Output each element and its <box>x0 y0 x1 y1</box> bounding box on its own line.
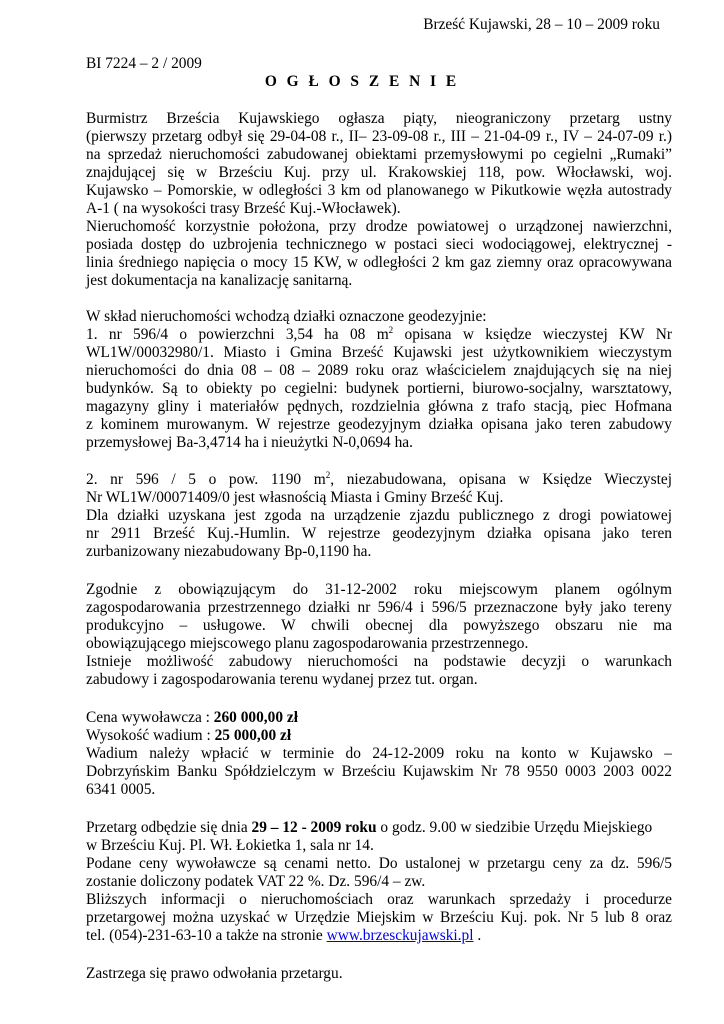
deposit-label: Wysokość wadium : <box>86 727 215 744</box>
deposit-line: Wadium należy wpłacić w terminie do 24-12-2009 roku na konto w Kujawsko – <box>86 745 672 762</box>
website-link[interactable]: www.brzesckujawski.pl <box>326 927 474 944</box>
parcel-2-line: Nr WL1W/00071409/0 jest własnością Miasta i Gminy Brześć Kuj. <box>86 489 504 506</box>
starting-price-value: 260 000,00 zł <box>213 709 298 726</box>
auction-date: 29 – 12 - 2009 roku <box>251 819 377 836</box>
auction-line: w Brześciu Kuj. Pl. Wł. Łokietka 1, sala nr 14. <box>86 837 374 854</box>
reference-number: BI 7224 – 2 / 2009 <box>86 55 202 72</box>
intro-line: znajdującej się w Brześciu Kuj. przy ul. Krakowskiej 118, pow. Włocławski, woj. <box>86 164 672 181</box>
auction-line: przetargowej można uzyskać w Urzędzie Miejskim w Brześciu Kuj. pok. Nr 5 lub 8 oraz <box>86 909 672 926</box>
starting-price <box>86 709 672 727</box>
intro-line: na sprzedaż nieruchomości zabudowanej obiektami przemysłowymi po cegielni „Rumaki” <box>86 146 672 163</box>
zoning-line: Istnieje możliwość zabudowy nieruchomości na podstawie decyzji o warunkach <box>86 653 672 670</box>
zoning-line: zabudowy i zagospodarowania terenu wydanej przez tut. organ. <box>86 671 478 688</box>
deposit-amount <box>86 727 672 745</box>
auction-line: Bliższych informacji o nieruchomościach oraz warunkach sprzedaży i procedurze <box>86 891 672 908</box>
auction-line: zostanie doliczony podatek VAT 22 %. Dz. 596/4 – zw. <box>86 873 426 890</box>
parcel-2-line: nr 2911 Brześć Kuj.-Humlin. W rejestrze geodezyjnym działka opisana jako teren <box>86 525 672 542</box>
intro-line: Kujawsko – Pomorskie, w odległości 3 km od planowanego w Pikutkowie węzła autostrady <box>86 182 672 199</box>
parcel-1-line <box>86 326 672 344</box>
superscript: 2 <box>325 469 331 480</box>
intro-line: A-1 ( na wysokości trasy Brześć Kuj.-Włocławek). <box>86 200 401 217</box>
zoning-line: obowiązującego miejscowego planu zagospodarowania przestrzennego. <box>86 635 529 652</box>
deposit-value: 25 000,00 zł <box>214 727 292 744</box>
intro-line: (pierwszy przetarg odbył się 29-04-08 r., II– 23-09-08 r., III – 21-04-09 r., IV – 24-07-09 r.) <box>86 128 672 145</box>
zoning-line: zagospodarowania przestrzennego działki nr 596/4 i 596/5 przeznaczone były jako tereny <box>86 599 672 616</box>
zoning-line: Zgodnie z obowiązującym do 31-12-2002 roku miejscowym planem ogólnym <box>86 581 672 598</box>
superscript: 2 <box>388 324 394 335</box>
document-date: Brześć Kujawski, 28 – 10 – 2009 roku <box>423 16 660 33</box>
auction-line: Podane ceny wywoławcze są cenami netto. Do ustalonej w przetargu ceny za dz. 596/5 <box>86 855 672 872</box>
auction-date-line <box>86 819 672 837</box>
parcel-1-text: 1. nr 596/4 o powierzchni 3,54 ha 08 m <box>86 326 389 343</box>
location-line: posiada dostęp do uzbrojenia technicznego w postaci sieci wodociągowej, elektrycznej - <box>86 236 672 253</box>
parcel-2-line: zurbanizowany niezabudowany Bp-0,1190 ha. <box>86 543 372 560</box>
parcel-2-line <box>86 471 672 489</box>
parcel-1-line: nieruchomości do dnia 08 – 08 – 2089 roku oraz właścicielem znajdujących się na niej <box>86 362 672 379</box>
location-line: Nieruchomość korzystnie położona, przy drodze powiatowej o urządzonej nawierzchni, <box>86 218 672 235</box>
parcel-1-line: przemysłowej Ba-3,4714 ha i nieużytki N-0,0694 ha. <box>86 434 413 451</box>
zoning-line: produkcyjno – usługowe. W chwili obecnej dla powyższego obszaru nie ma <box>86 617 672 634</box>
parcel-1-text: opisana w księdze wieczystej KW Nr <box>393 326 672 343</box>
intro-line: Burmistrz Brześcia Kujawskiego ogłasza piąty, nieograniczony przetarg ustny <box>86 110 672 127</box>
auction-text: Przetarg odbędzie się dnia <box>86 819 252 836</box>
parcel-2-line: Dla działki uzyskana jest zgoda na urządzenie zjazdu publicznego z drogi powiatowej <box>86 507 672 524</box>
location-line: linia średniego napięcia o mocy 15 KW, w odległości 2 km gaz ziemny oraz opracowywana <box>86 254 672 271</box>
parcel-1-line: budynków. Są to obiekty po cegielni: budynek portierni, biurowo-socjalny, warsztatowy, <box>86 380 672 397</box>
auction-text: o godz. 9.00 w siedzibie Urzędu Miejskiego <box>376 819 653 836</box>
parcel-1-line: magazyny gliny i materiałów pędnych, rozdzielnia główna z trafo stacją, piec Hofmana <box>86 398 672 415</box>
deposit-line: 6341 0005. <box>86 781 156 798</box>
page-title: O G Ł O S Z E N I E <box>264 73 460 90</box>
starting-price-label: Cena wywoławcza : <box>86 709 214 726</box>
contact-line <box>86 927 672 945</box>
parcel-2-text: , niezabudowana, opisana w Księdze Wieczystej <box>330 471 672 488</box>
closing-note: Zastrzega się prawo odwołania przetargu. <box>86 965 343 982</box>
deposit-line: Dobrzyńskim Banku Spółdzielczym w Brześciu Kujawskim Nr 78 9550 0003 2003 0022 <box>86 763 672 780</box>
parcel-2-text: 2. nr 596 / 5 o pow. 1190 m <box>86 471 326 488</box>
parcel-1-line: WL1W/00032980/1. Miasto i Gmina Brześć Kujawski jest użytkownikiem wieczystym <box>86 344 672 361</box>
parcel-1-line: z kominem murowanym. W rejestrze geodezyjnym działka opisana jako teren zabudowy <box>86 416 672 433</box>
location-line: jest dokumentacja na kanalizację sanitarną. <box>86 272 353 289</box>
contact-text: . <box>473 927 482 944</box>
parcels-intro: W skład nieruchomości wchodzą działki oznaczone geodezyjnie: <box>86 308 487 325</box>
contact-text: tel. (054)-231-63-10 a także na stronie <box>86 927 327 944</box>
